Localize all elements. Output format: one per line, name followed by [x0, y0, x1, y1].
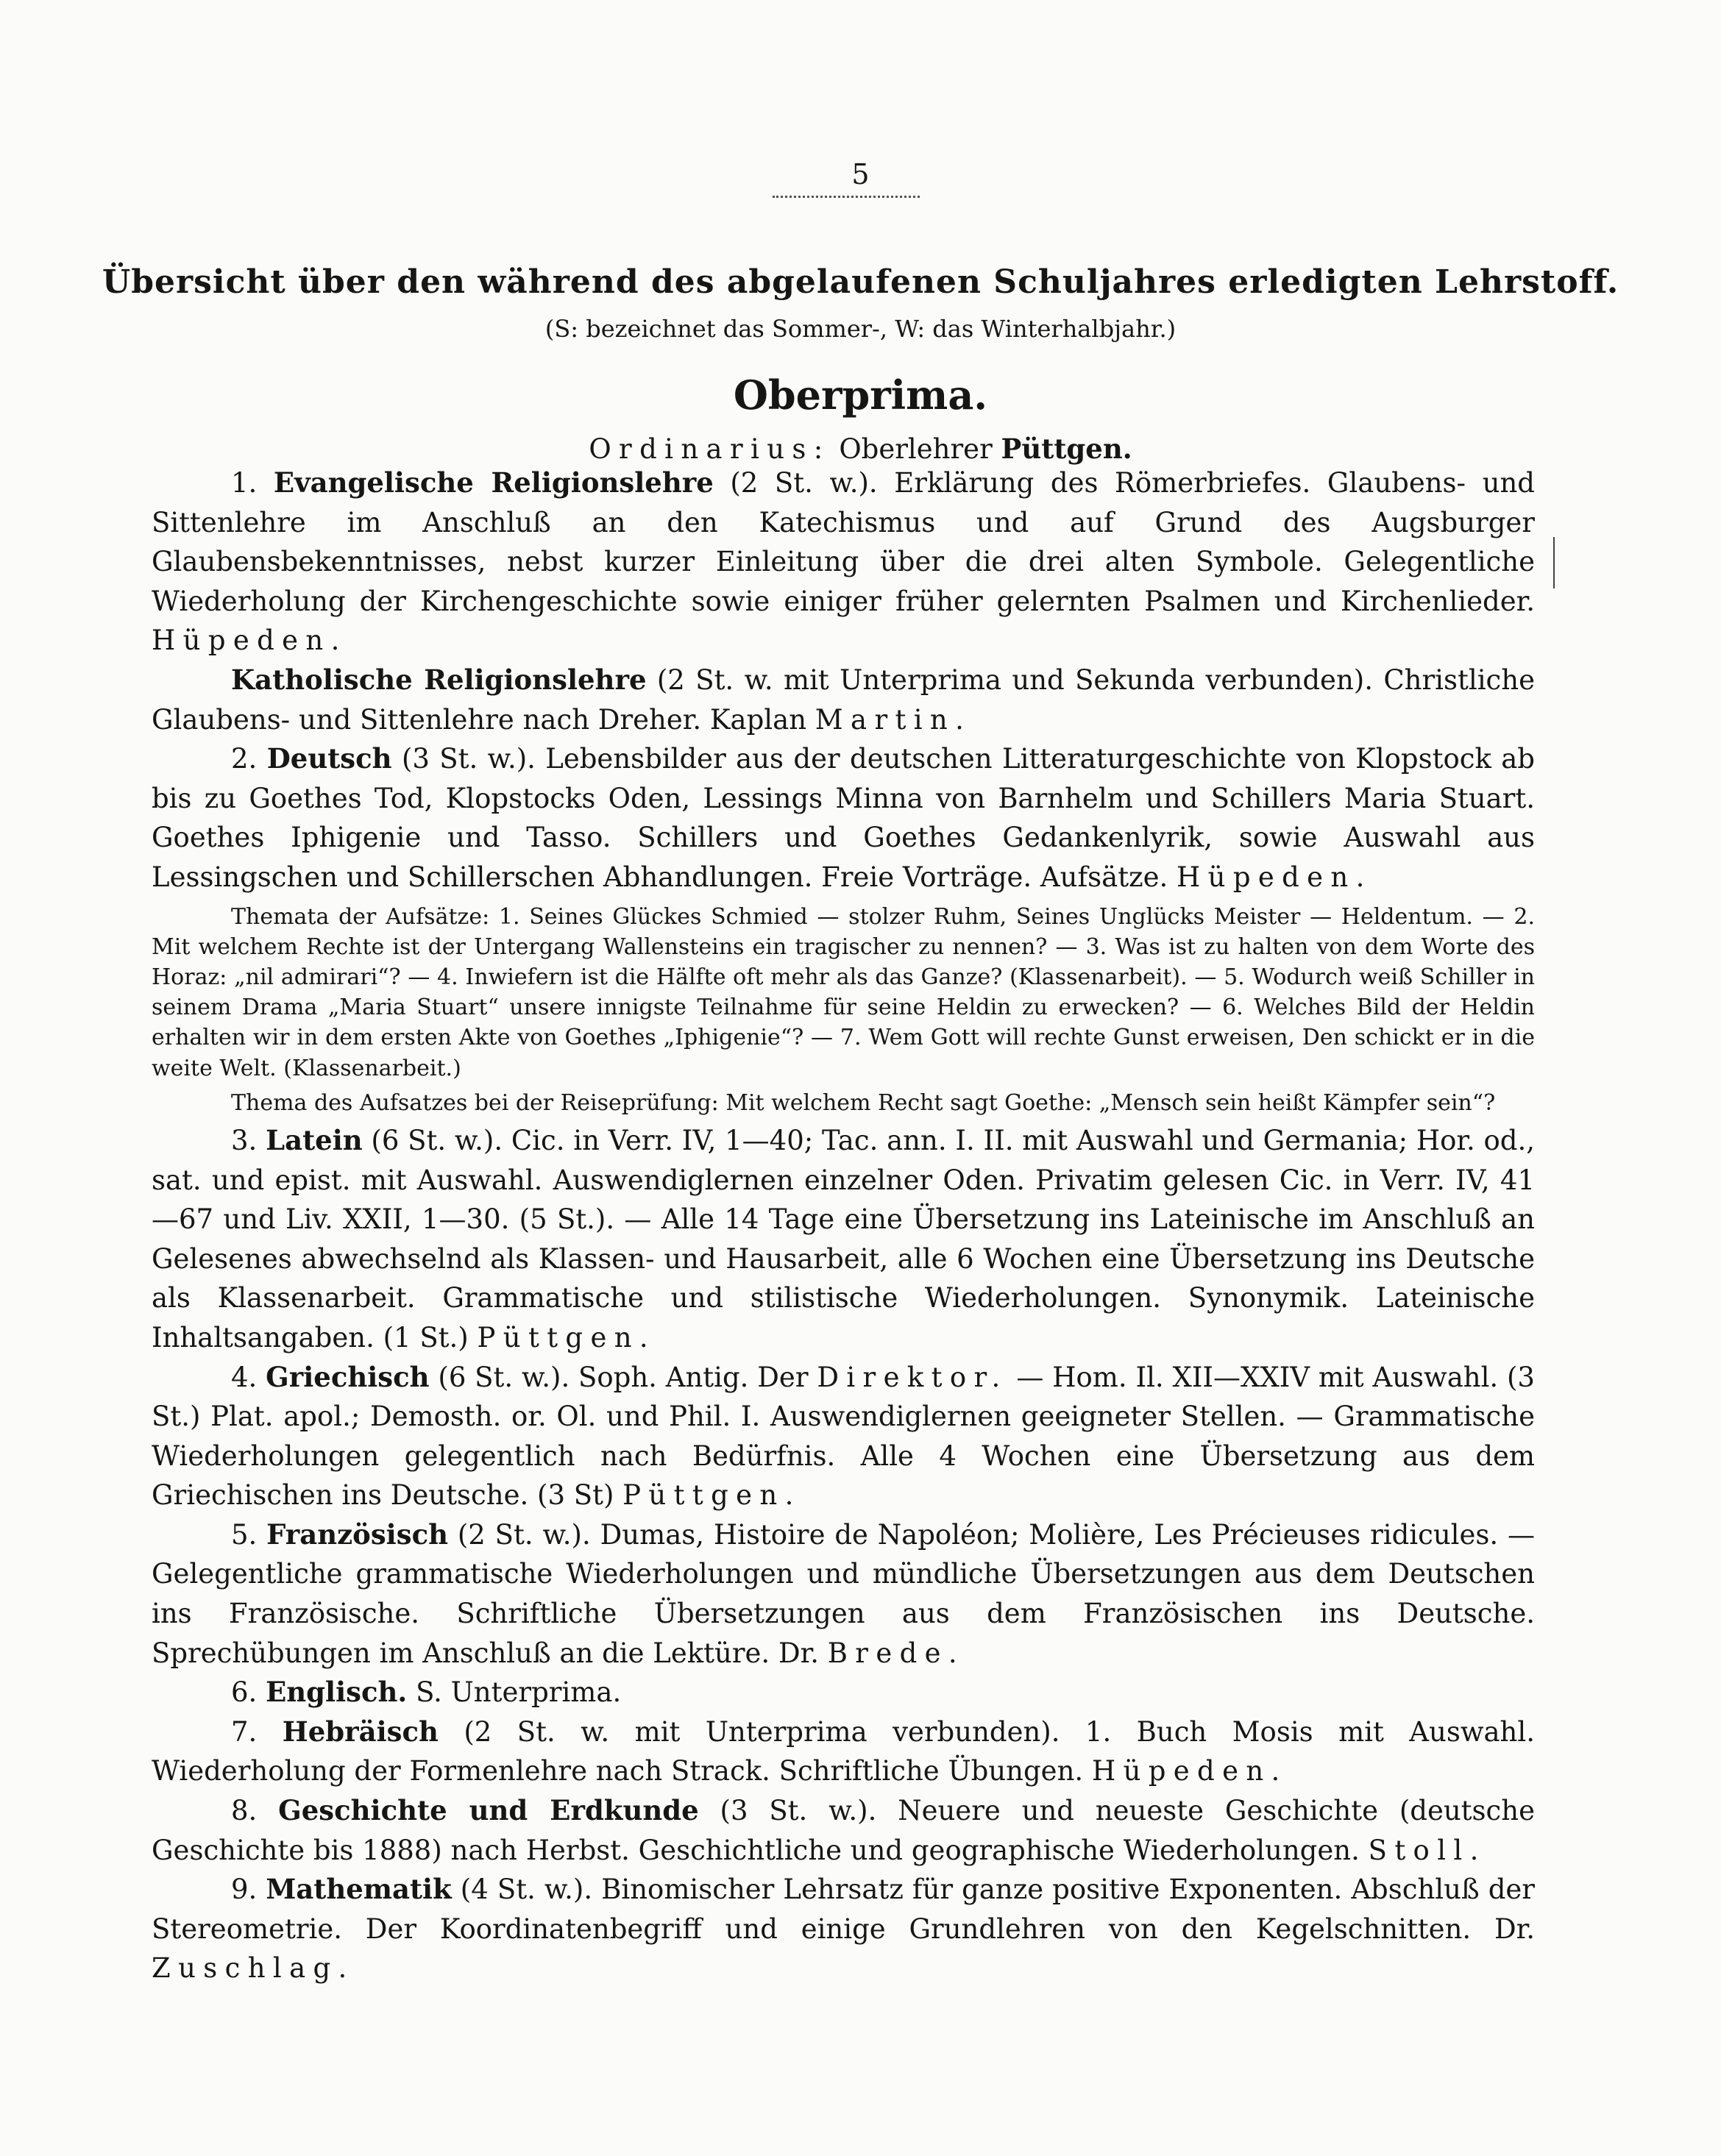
- subject-englisch: [152, 1673, 1535, 1712]
- subject-number: 5.: [231, 1518, 267, 1551]
- page-number: 5: [851, 158, 870, 191]
- subject-teacher: Martin.: [815, 703, 972, 736]
- subject-name: Hebräisch: [282, 1715, 439, 1748]
- margin-rule: [1553, 537, 1555, 588]
- subject-number: 8.: [231, 1795, 279, 1827]
- ordinarius-label: Ordinarius:: [589, 433, 831, 465]
- class-heading: Oberprima.: [733, 371, 988, 419]
- curriculum-body: [152, 463, 1535, 1988]
- subject-text: (2 St. w. mit Unterprima verbunden). 1. Buch Mosis mit Auswahl. Wiederholung der Formenlehre nach Strack. Schriftliche Übungen.: [152, 1715, 1535, 1787]
- subject-number: 3.: [231, 1124, 266, 1156]
- subject-text: (4 St. w.). Binomischer Lehrsatz für ganze positive Exponenten. Abschluß der Stereometrie. Der Koordinatenbegriff und einige Grundlehren von den Kegelschnitten. Dr.: [152, 1874, 1535, 1945]
- subject-teacher: Püttgen.: [622, 1479, 801, 1512]
- subject-number: 9.: [231, 1874, 266, 1906]
- subject-name: Latein: [266, 1123, 363, 1156]
- subject-text: (3 St. w.). Lebensbilder aus der deutschen Litteraturgeschichte von Klopstock ab bis zu Goethes Tod, Klopstocks Oden, Lessings Minna von Barnhelm und Schillers Maria Stuart. Goethes Iphigenie und Tasso. Schillers und Goethes Gedankenlyrik, sowie Auswahl aus Lessingschen und Schillerschen Abhandlungen. Freie Vorträge. Aufsätze.: [152, 743, 1535, 893]
- subject-name: Griechisch: [266, 1360, 430, 1393]
- subject-number: 7.: [231, 1715, 283, 1748]
- subject-number: 2.: [231, 743, 267, 775]
- subject-number: 1.: [231, 467, 274, 499]
- subject-hebraeisch: [152, 1712, 1535, 1791]
- subject-teacher: Hüpeden.: [152, 625, 347, 657]
- subject-teacher: Hüpeden.: [1177, 861, 1372, 893]
- subject-text: (6 St. w.). Cic. in Verr. IV, 1—40; Tac. ann. I. II. mit Auswahl und Germania; Hor. od., sat. und epist. mit Auswahl. Auswendiglernen einzelner Oden. Privatim gelesen Cic. in Verr. IV, 41—67 und Liv. XXII, 1—30. (5 St.). — Alle 14 Tage eine Übersetzung ins Lateinische im Anschluß an Gelesenes abwechselnd als Klassen- und Hausarbeit, alle 6 Wochen eine Übersetzung ins Deutsche als Klassenarbeit. Grammatische und stilistische Wiederholungen. Synonymik. Lateinische Inhaltsangaben. (1 St.): [152, 1124, 1535, 1353]
- subject-latein: [152, 1121, 1535, 1358]
- subject-name: Französisch: [266, 1518, 448, 1551]
- subject-mathematik: [152, 1870, 1535, 1988]
- page-number-ornament: [773, 196, 920, 198]
- subject-religion-kath: [152, 661, 1535, 739]
- subject-deutsch: [152, 739, 1535, 897]
- ordinarius-teacher: Püttgen.: [1001, 433, 1132, 465]
- subject-religion-ev: [152, 463, 1535, 661]
- subject-teacher: Hüpeden.: [1091, 1755, 1288, 1787]
- subject-geschichte: [152, 1791, 1535, 1870]
- subject-teacher: Püttgen.: [477, 1321, 656, 1353]
- subject-text: — Hom. Il. XII—XXIV mit Auswahl. (3 St.) Plat. apol.; Demosth. or. Ol. und Phil. I. Auswendiglernen geeigneter Stellen. — Grammatische Wiederholungen gelegentlich nach Bedürfnis. Alle 4 Wochen eine Übersetzung aus dem Griechischen ins Deutsche. (3 St): [152, 1361, 1535, 1512]
- exam-essay-theme: Thema des Aufsatzes bei der Reiseprüfung: Mit welchem Recht sagt Goethe: „Mensch sein heißt Kämpfer sein“?: [231, 1089, 1496, 1116]
- subject-name: Geschichte und Erdkunde: [278, 1794, 699, 1827]
- ordinarius-text: Oberlehrer: [830, 433, 1001, 465]
- subject-text: (2 St. w.). Erklärung des Römerbriefes. Glaubens- und Sittenlehre im Anschluß an den Katechismus und auf Grund des Augsburger Glaubensbekenntnisses, nebst kurzer Einleitung über die drei alten Symbole. Gelegentliche Wiederholung der Kirchengeschichte sowie einiger früher gelernten Psalmen und Kirchenlieder.: [152, 467, 1535, 617]
- subject-text: S. Unterprima.: [407, 1676, 622, 1709]
- subject-text: (2 St. w.). Dumas, Histoire de Napoléon; Molière, Les Précieuses ridicules. — Gelegentliche grammatische Wiederholungen und mündliche Übersetzungen aus dem Deutschen ins Französische. Schriftliche Übersetzungen aus dem Französischen ins Deutsche. Sprechübungen im Anschluß an die Lektüre. Dr.: [152, 1518, 1535, 1669]
- subject-number: 4.: [231, 1361, 266, 1393]
- subject-name: Deutsch: [266, 742, 392, 775]
- subject-number: 6.: [231, 1676, 266, 1709]
- subject-name: Katholische Religionslehre: [231, 663, 647, 696]
- subject-teacher: Zuschlag.: [152, 1952, 355, 1985]
- subject-teacher: Stoll.: [1368, 1834, 1486, 1866]
- page-subtitle: (S: bezeichnet das Sommer-, W: das Winterhalbjahr.): [544, 315, 1177, 343]
- page-title: Übersicht über den während des abgelaufenen Schuljahres erledigten Lehrstoff.: [102, 263, 1619, 301]
- subject-name: Mathematik: [266, 1873, 452, 1906]
- ordinarius-line: [0, 433, 1721, 465]
- subject-text: (6 St. w.). Soph. Antig. Der: [429, 1361, 817, 1393]
- subject-name: Englisch.: [266, 1676, 408, 1709]
- subject-director: Direktor.: [817, 1361, 1008, 1393]
- subject-franzoesisch: [152, 1515, 1535, 1673]
- subject-name: Evangelische Religionslehre: [273, 466, 714, 499]
- subject-text: (2 St. w. mit Unterprima und Sekunda verbunden). Christliche Glaubens- und Sittenlehre nach Dreher. Kaplan: [152, 663, 1535, 736]
- essay-themes: Themata der Aufsätze: 1. Seines Glückes Schmied — stolzer Ruhm, Seines Unglücks Meister — Heldentum. — 2. Mit welchem Rechte ist der Untergang Wallensteins ein tragischer zu nennen? — 3. Was ist zu halten von dem Worte des Horaz: „nil admirari“? — 4. Inwiefern ist die Hälfte oft mehr als das Ganze? (Klassenarbeit). — 5. Wodurch weiß Schiller in seinem Drama „Maria Stuart“ unsere innigste Teilnahme für seine Heldin zu erwecken? — 6. Welches Bild der Heldin erhalten wir in dem ersten Akte von Goethes „Iphigenie“? — 7. Wem Gott will rechte Gunst erweisen, Den schickt er in die weite Welt. (Klassenarbeit.): [152, 903, 1535, 1081]
- subject-text: (3 St. w.). Neuere und neueste Geschichte (deutsche Geschichte bis 1888) nach Herbst. Geschichtliche und geographische Wiederholungen.: [152, 1795, 1535, 1866]
- subject-teacher: Brede.: [827, 1637, 965, 1669]
- subject-griechisch: [152, 1358, 1535, 1515]
